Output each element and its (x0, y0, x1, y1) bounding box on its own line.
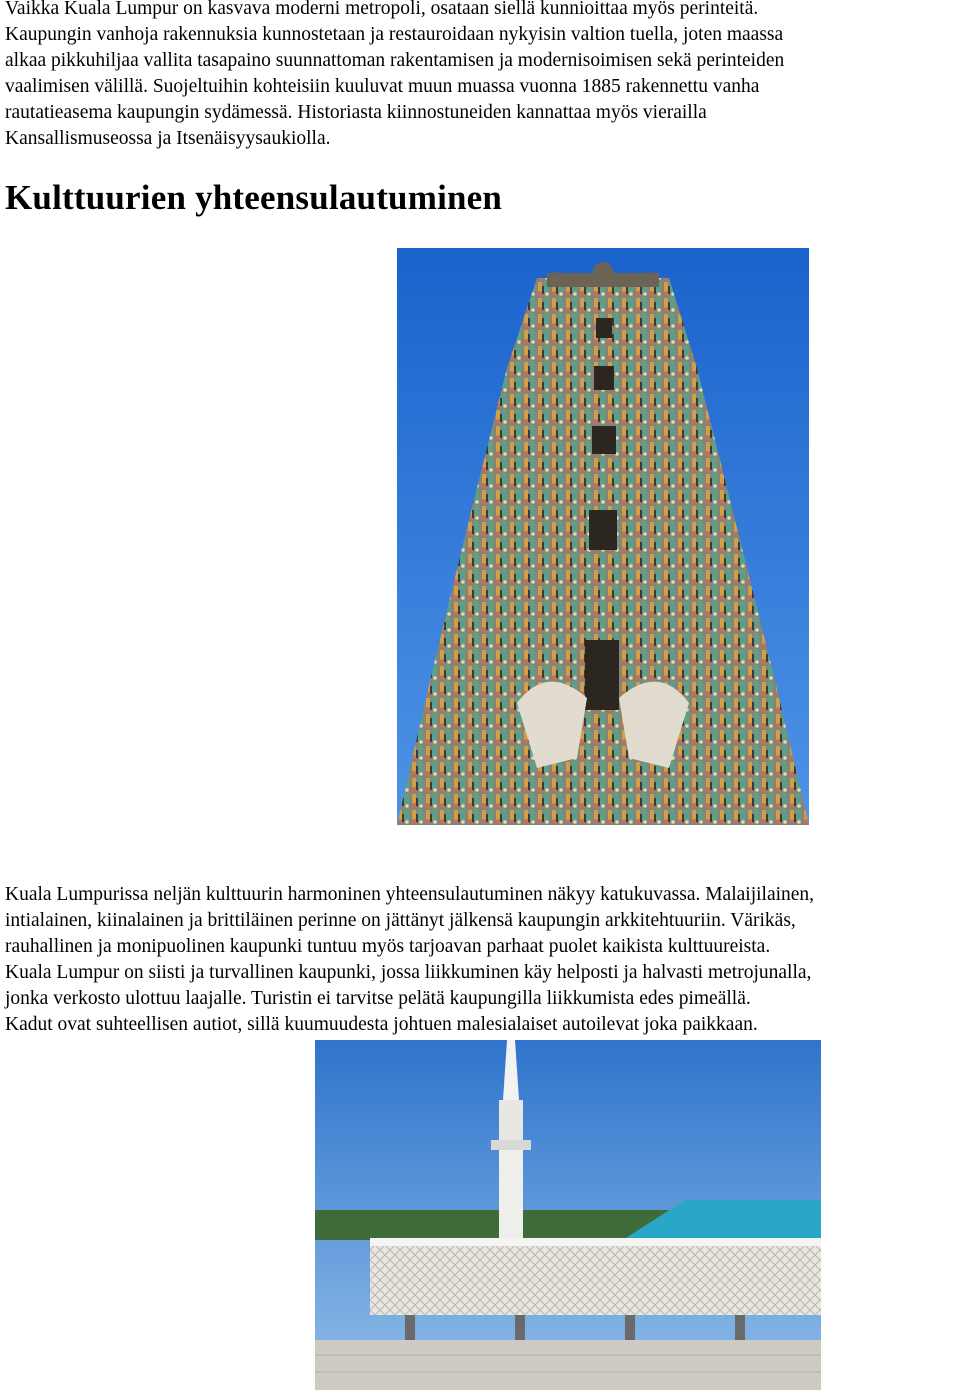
courtyard (315, 1340, 821, 1390)
intro-line: alkaa pikkuhiljaa vallita tasapaino suunnattoman rakentamisen ja modernisoimisen sekä perinteiden (5, 50, 785, 71)
lattice-facade (370, 1245, 821, 1315)
intro-line: Kansallismuseossa ja Itsenäisyysaukiolla. (5, 128, 331, 149)
mosque-illustration (315, 1040, 821, 1390)
section-heading: Kulttuurien yhteensulautuminen (5, 178, 503, 217)
section-line: jonka verkosto ulottuu laajalle. Turistin ei tarvitse pelätä kaupungilla liikkumista edes pimeällä. (5, 988, 751, 1009)
intro-line: vaalimisen välillä. Suojeltuihin kohteisiin kuuluvat muun muassa vuonna 1885 rakennettu vanha (5, 76, 760, 97)
intro-line: rautatieasema kaupungin sydämessä. Historiasta kiinnostuneiden kannattaa myös vierailla (5, 102, 707, 123)
intro-line: Vaikka Kuala Lumpur on kasvava moderni metropoli, osataan siellä kunnioittaa myös perinteitä. (5, 0, 759, 19)
section-line: rauhallinen ja monipuolinen kaupunki tuntuu myös tarjoavan parhaat puolet kaikista kulttuureista. (5, 936, 771, 957)
section-line: intialainen, kiinalainen ja brittiläinen perinne on jättänyt jälkensä kaupungin arkkitehtuuriin. Värikäs, (5, 910, 796, 931)
intro-paragraph (5, 0, 957, 152)
section-line: Kuala Lumpurissa neljän kulttuurin harmoninen yhteensulautuminen näkyy katukuvassa. Malaijilainen, (5, 884, 815, 905)
intro-line: Kaupungin vanhoja rakennuksia kunnostetaan ja restauroidaan nykyisin valtion tuella, joten maassa (5, 24, 784, 45)
temple-illustration (397, 248, 809, 825)
section-line: Kuala Lumpur on siisti ja turvallinen kaupunki, jossa liikkuminen käy helposti ja halvasti metrojunalla, (5, 962, 812, 983)
section-paragraph (5, 882, 957, 1038)
section-line: Kadut ovat suhteellisen autiot, sillä kuumuudesta johtuen malesialaiset autoilevat joka paikkaan. (5, 1014, 758, 1035)
hindu-temple-photo (397, 248, 809, 825)
national-mosque-photo (315, 1040, 821, 1390)
